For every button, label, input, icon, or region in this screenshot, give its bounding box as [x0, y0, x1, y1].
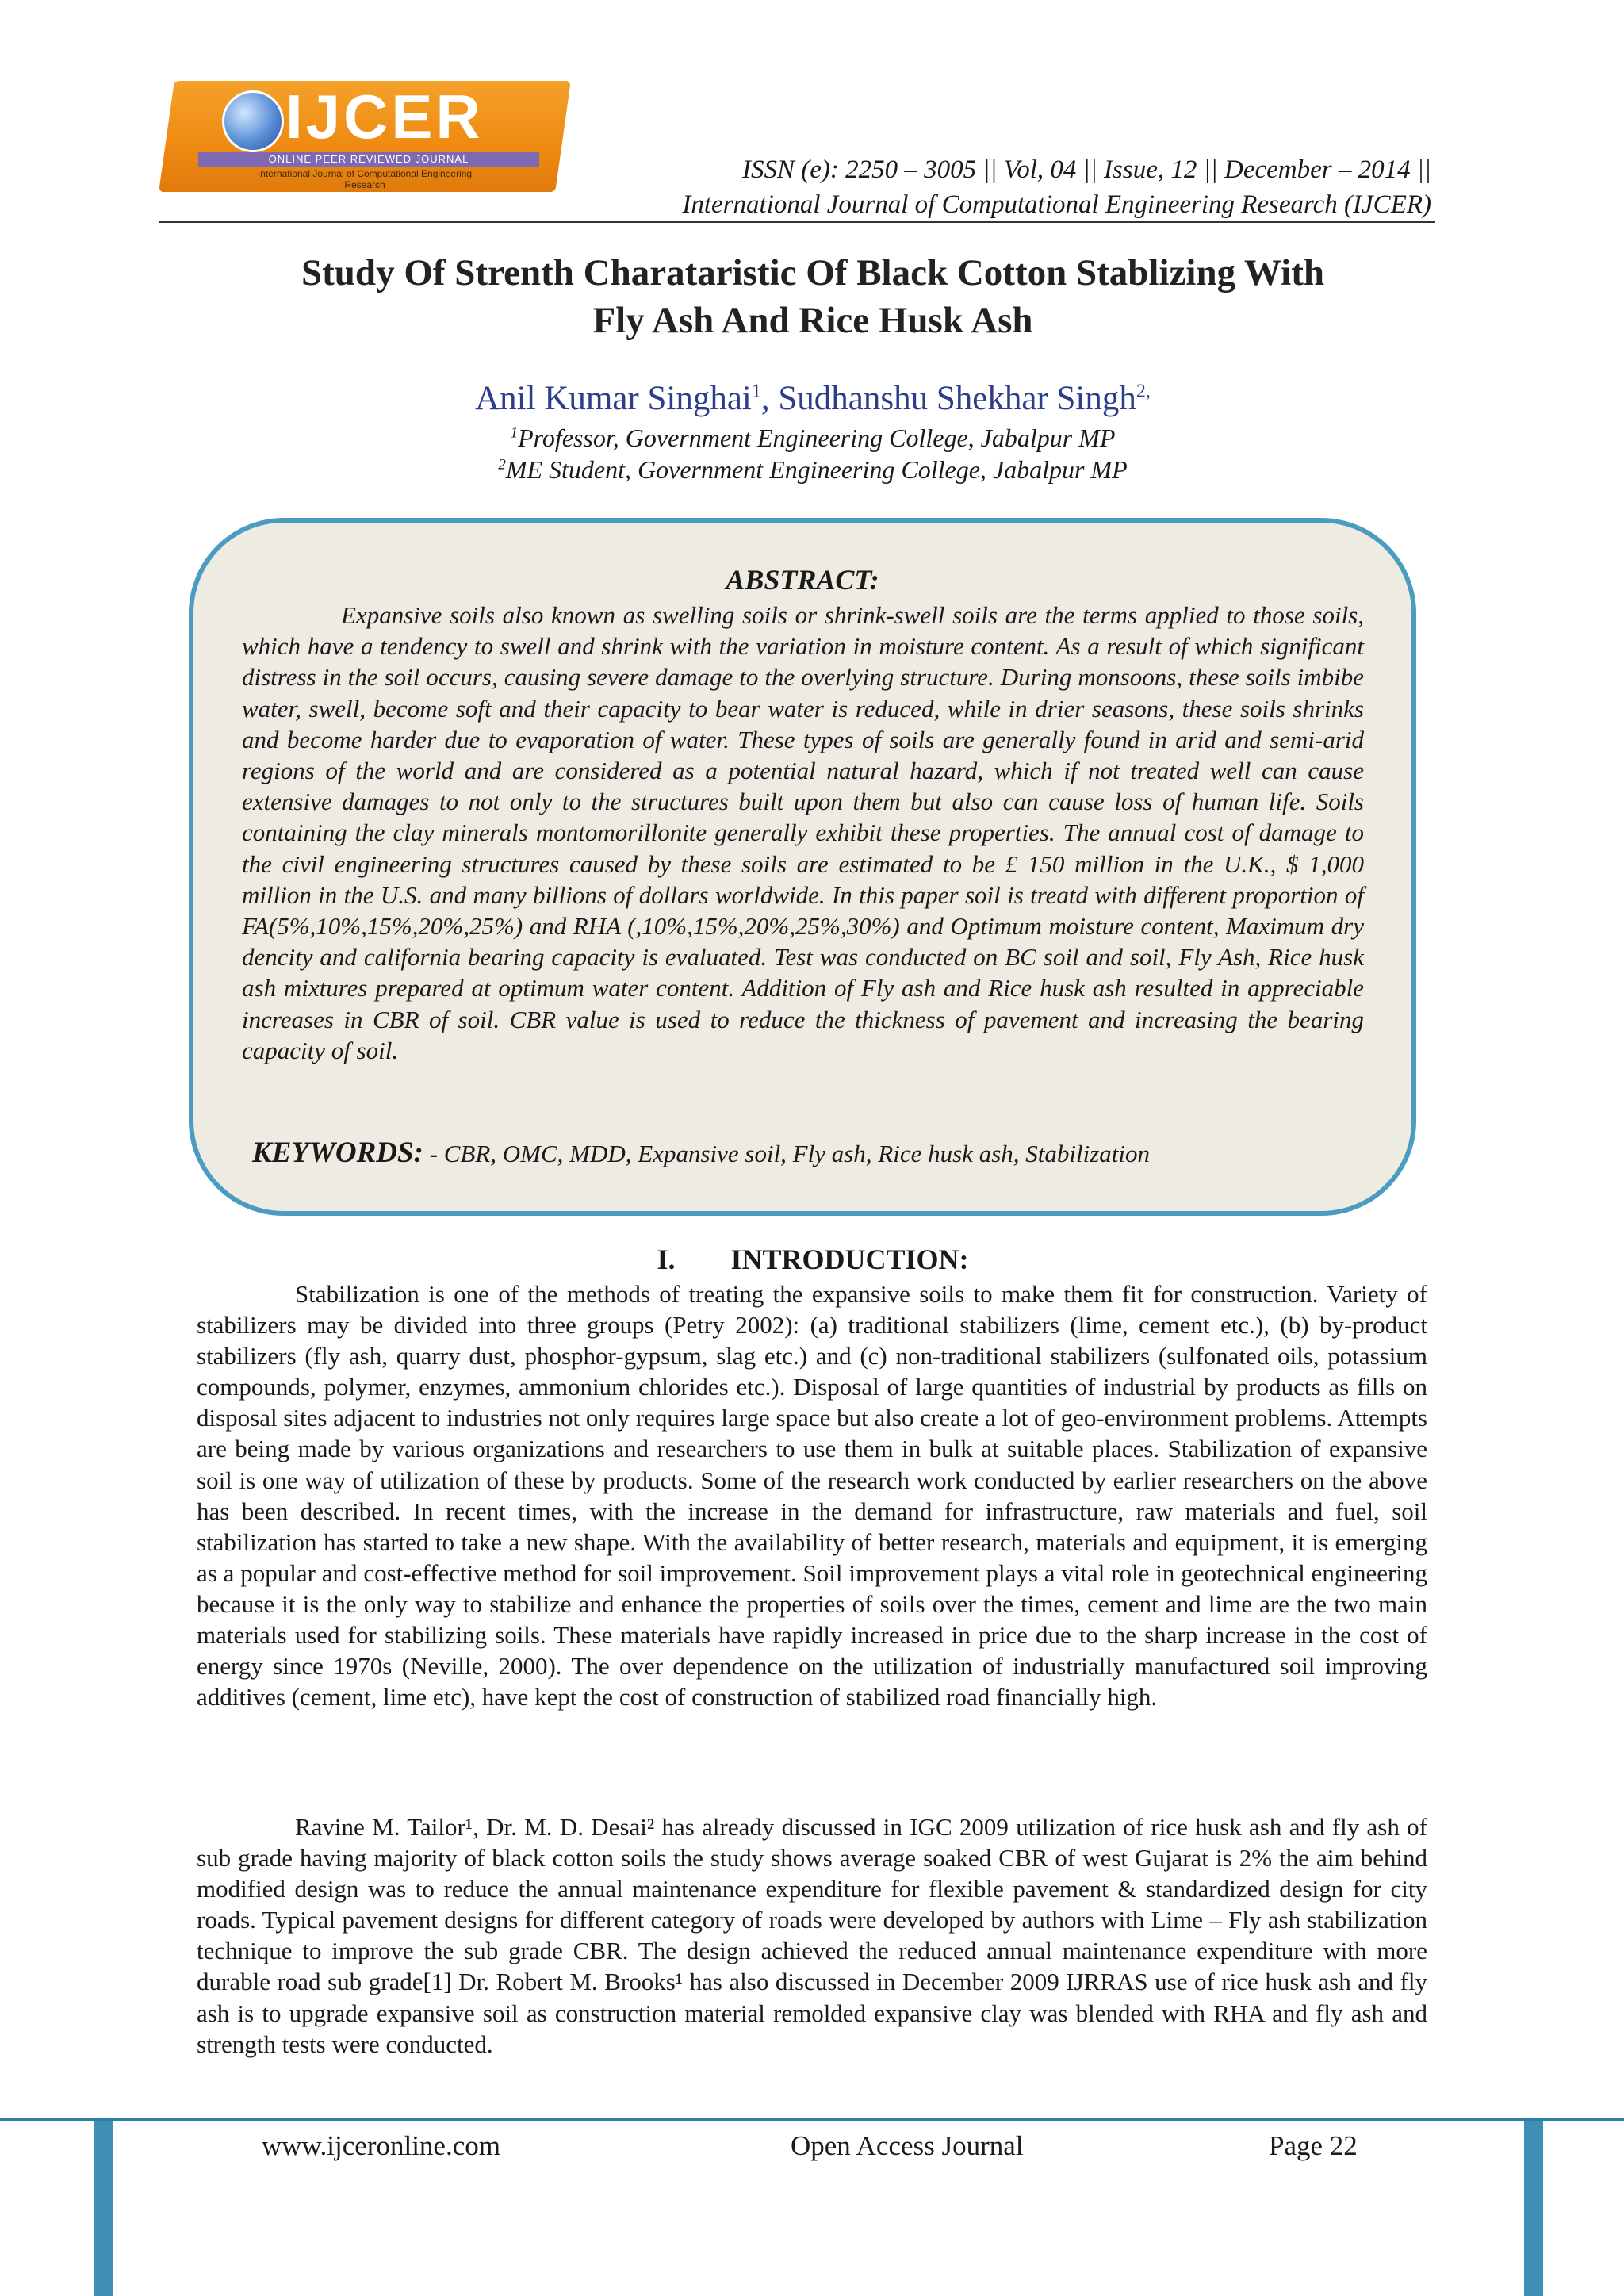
keywords-label: KEYWORDS: — [252, 1137, 423, 1169]
intro-paragraph-1: Stabilization is one of the methods of treating the expansive soils to make them fit for construction. Variety of stabilizers may be divided into three groups (Petry 2002): (a) traditional stabilizers (lime, cement etc.), (b) by-product stabilizers (fly ash, quarry dust, phosphor-gypsum, slag etc.) and (c) non-traditional stabilizers (sulfonated oils, potassium compounds, polymer, enzymes, ammonium chlorides etc.). Disposal of large quantities of industrial by products as fills on disposal sites adjacent to industries not only requires large space but also create a lot of geo-environment problems. Attempts are being made by various organizations and researchers to use them in bulk at suitable places. Stabilization of expansive soil is one way of utilization of these by products. Some of the research work conducted by earlier researchers on the above has been described. In recent times, with the increase in the demand for infrastructure, raw materials and fuel, soil stabilization has started to take a new shape. With the availability of better research, materials and equipment, it is emerging as a popular and cost-effective method for soil improvement. Soil improvement plays a vital role in geotechnical engineering because it is the only way to stabilize and enhance the properties of soils over the times, cement and lime are the two main materials used for stabilizing soils. These materials have rapidly increased in price due to the sharp increase in the cost of energy since 1970s (Neville, 2000). The over dependence on the utilization of industrially manufactured soil improving additives (cement, lime etc), have kept the cost of construction of stabilized road financially high. — [197, 1280, 1427, 1711]
affiliation-2-sup: 2 — [498, 456, 506, 473]
page-number: Page 22 — [1269, 2130, 1358, 2161]
affiliation-1 — [159, 424, 1467, 453]
logo-subtitle: International Journal of Computational Engineering Research — [257, 168, 473, 190]
intro-paragraph-2: Ravine M. Tailor¹, Dr. M. D. Desai² has already discussed in IGC 2009 utilization of rice husk ash and fly ash of sub grade having majority of black cotton soils the study shows average soaked CBR of west Gujarat is 2% the aim behind modified design was to reduce the annual maintenance expenditure for flexible pavement & standardized design for city roads. Typical pavement designs for different category of roads were developed by authors with Lime – Fly ash stabilization technique to improve the sub grade CBR. The design achieved the reduced annual maintenance expenditure with more durable road sub grade[1] Dr. Robert M. Brooks¹ has also discussed in December 2009 IJRRAS use of rice husk ash and fly ash is to upgrade expansive soil as construction material remolded expansive clay was blended with RHA and fly ash and strength tests were conducted. — [197, 1813, 1427, 2058]
keywords-text: - CBR, OMC, MDD, Expansive soil, Fly ash, Rice husk ash, Stabilization — [423, 1140, 1150, 1167]
affiliation-1-text: Professor, Government Engineering College, Jabalpur MP — [518, 424, 1116, 452]
logo-tagline: ONLINE PEER REVIEWED JOURNAL — [198, 152, 539, 167]
author-list — [159, 379, 1467, 418]
footer-bar-left — [94, 2121, 113, 2296]
paper-title — [159, 249, 1467, 344]
section-number: I. — [657, 1244, 676, 1275]
abstract-heading: ABSTRACT: — [726, 564, 879, 596]
affiliation-2-text: ME Student, Government Engineering College, Jabalpur MP — [505, 455, 1128, 484]
title-line-2: Fly Ash And Rice Husk Ash — [592, 300, 1033, 341]
affiliation-1-sup: 1 — [510, 424, 519, 442]
author-separator: , — [760, 380, 779, 417]
title-line-1: Study Of Strenth Charataristic Of Black Cotton Stablizing With — [301, 252, 1324, 293]
affiliation-2 — [159, 455, 1467, 485]
author-2-sup: 2, — [1136, 381, 1151, 402]
header-rule — [159, 221, 1435, 223]
author-1: Anil Kumar Singhai — [475, 380, 752, 417]
journal-line: International Journal of Computational Engineering Research (IJCER) — [682, 190, 1431, 219]
abstract-text: Expansive soils also known as swelling soils or shrink-swell soils are the terms applied to those soils, which have a tendency to swell and shrink with the variation in moisture content. As a result of which significant distress in the soil occurs, causing severe damage to the overlying structure. During monsoons, these soils imbibe water, swell, become soft and their capacity to bear water is reduced, while in drier seasons, these soils shrinks and become harder due to evaporation of water. These types of soils are generally found in arid and semi-arid regions of the world and are considered as a potential natural hazard, which if not treated well can cause extensive damages to not only to the structures built upon them but also can cause loss of human life. Soils containing the clay minerals montomorillonite generally exhibit these properties. The annual cost of damage to the civil engineering structures caused by these soils are estimated to be £ 150 million in the U.K., $ 1,000 million in the U.S. and many billions of dollars worldwide. In this paper soil is treatd with different proportion of FA(5%,10%,15%,20%,25%) and RHA (,10%,15%,20%,25%,30%) and Optimum moisture content, Maximum dry dencity and california bearing capacity is evaluated. Test was conducted on BC soil and soil, Fly Ash, Rice husk ash mixtures prepared at optimum water content. Addition of Fly ash and Rice husk ash resulted in appreciable increases in CBR of soil. CBR value is used to reduce the thickness of pavement and increasing the bearing capacity of soil. — [242, 601, 1364, 1064]
footer-url[interactable]: www.ijceronline.com — [262, 2130, 500, 2161]
footer-access: Open Access Journal — [791, 2130, 1024, 2161]
author-1-sup: 1 — [751, 381, 761, 402]
logo-wordmark: IJCER — [285, 82, 484, 151]
issn-line: ISSN (e): 2250 – 3005 || Vol, 04 || Issue, 12 || December – 2014 || — [741, 155, 1431, 184]
section-title: INTRODUCTION: — [730, 1244, 969, 1275]
keywords — [252, 1136, 1150, 1170]
footer-bar-right — [1524, 2121, 1543, 2296]
section-heading-introduction — [159, 1243, 1467, 1276]
footer-rule — [0, 2118, 1624, 2121]
journal-logo — [167, 73, 571, 200]
globe-icon — [222, 90, 284, 152]
author-2: Sudhanshu Shekhar Singh — [778, 380, 1136, 417]
